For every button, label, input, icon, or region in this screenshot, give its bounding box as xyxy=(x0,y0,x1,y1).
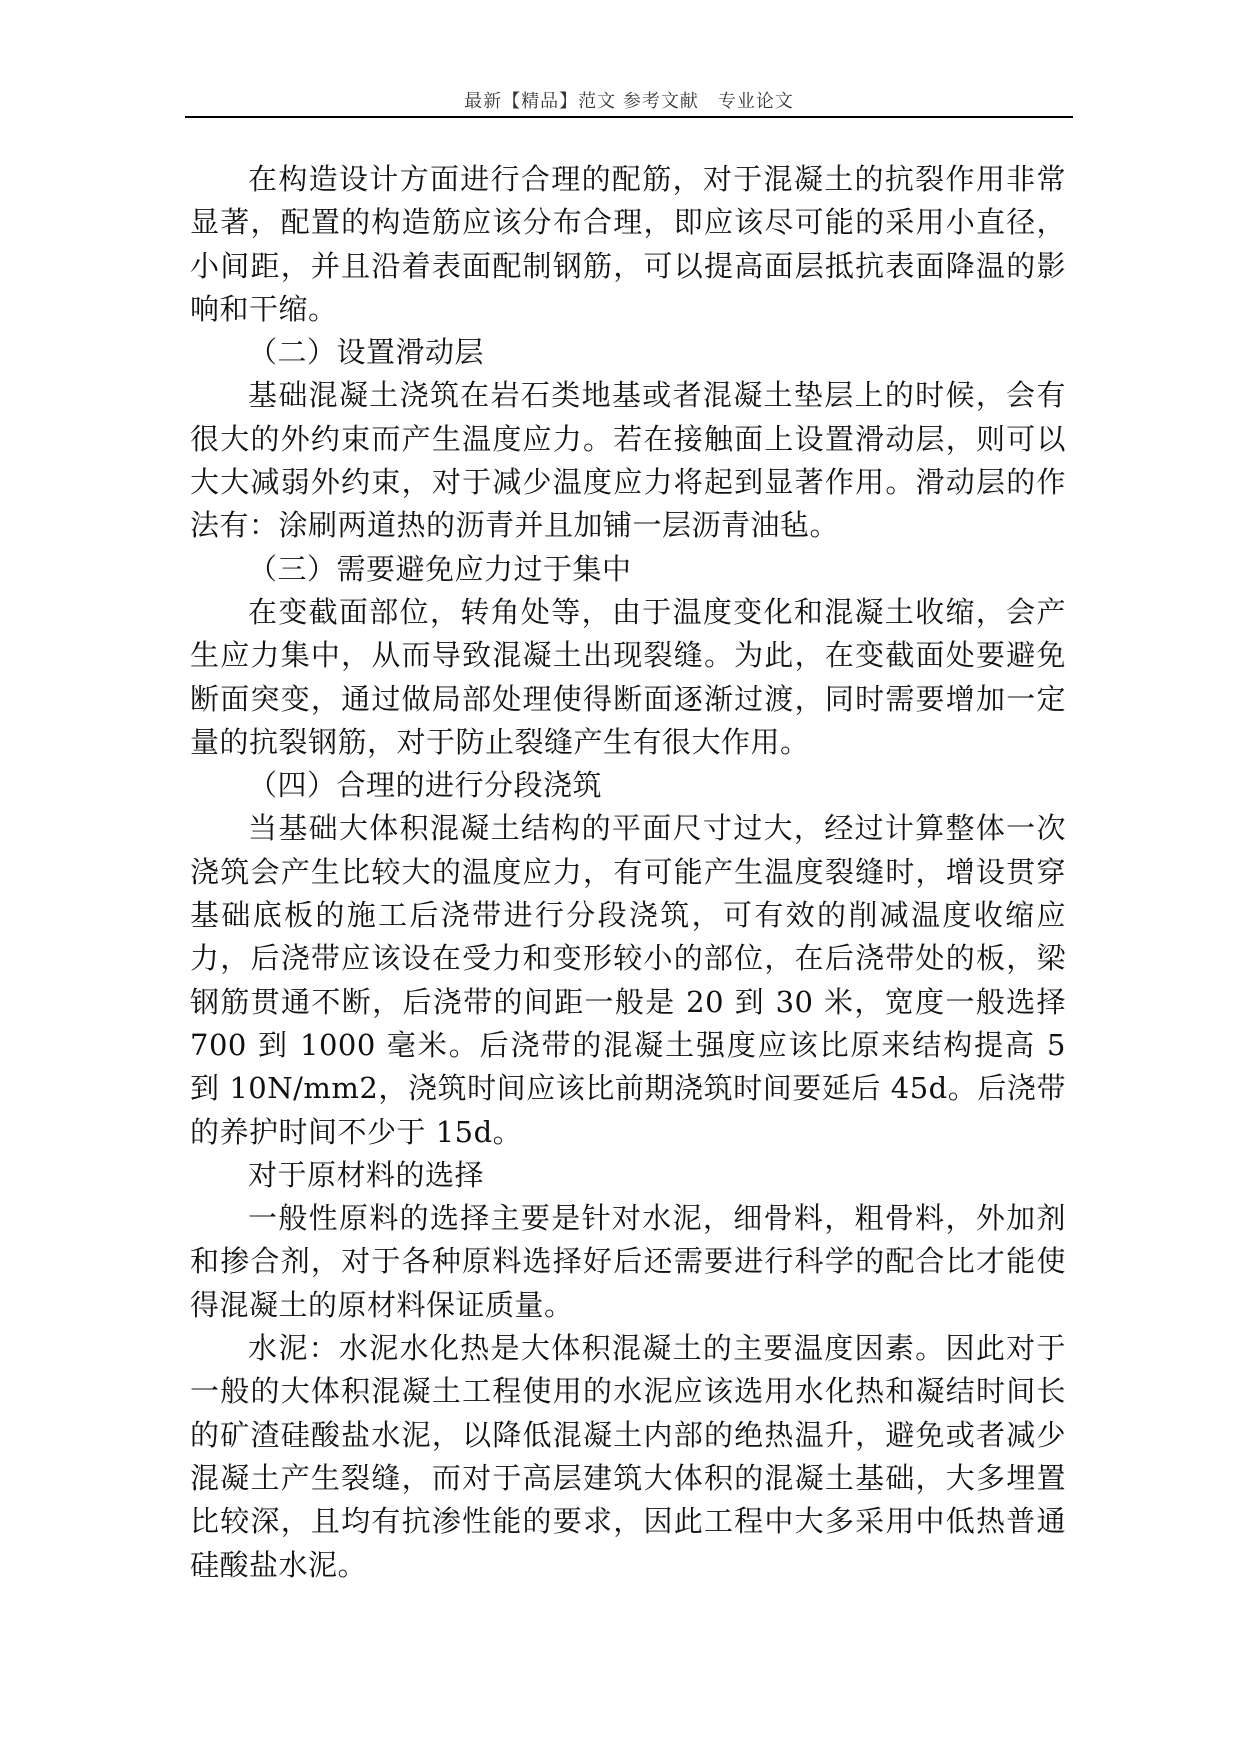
document-body xyxy=(190,158,1066,1587)
paragraph-stress-concentration: 在变截面部位，转角处等，由于温度变化和混凝土收缩，会产生应力集中，从而导致混凝土出现裂缝。为此，在变截面处要避免断面突变，通过做局部处理使得断面逐渐过渡，同时需要增加一定量的抗裂钢筋，对于防止裂缝产生有很大作用。 xyxy=(190,594,1066,759)
paragraph-sliding-layer: 基础混凝土浇筑在岩石类地基或者混凝土垫层上的时候，会有很大的外约束而产生温度应力。若在接触面上设置滑动层，则可以大大减弱外约束，对于减少温度应力将起到显著作用。滑动层的作法有：涂刷两道热的沥青并且加铺一层沥青油毡。 xyxy=(190,378,1066,543)
paragraph-segmented-pouring: 当基础大体积混凝土结构的平面尺寸过大，经过计算整体一次浇筑会产生比较大的温度应力，有可能产生温度裂缝时，增设贯穿基础底板的施工后浇带进行分段浇筑，可有效的削减温度收缩应力，后浇带应该设在受力和变形较小的部位，在后浇带处的板，梁钢筋贯通不断，后浇带的间距一般是 20 到 30 米，宽度一般选择 700 到 1000 毫米。后浇带的混凝土强度应该比原来结构提高 5 到 10N/mm2，浇筑时间应该比前期浇筑时间要延后 45d。后浇带的养护时间不少于 15d。 xyxy=(190,811,1066,1149)
section-heading-sliding-layer: （二）设置滑动层 xyxy=(248,335,485,370)
paragraph-cement: 水泥：水泥水化热是大体积混凝土的主要温度因素。因此对于一般的大体积混凝土工程使用的水泥应该选用水化热和凝结时间长的矿渣硅酸盐水泥，以降低混凝土内部的绝热温升，避免或者减少混凝土产生裂缝，而对于高层建筑大体积的混凝土基础，大多埋置比较深，且均有抗渗性能的要求，因此工程中大多采用中低热普通硅酸盐水泥。 xyxy=(190,1331,1066,1582)
section-heading-raw-materials: 对于原材料的选择 xyxy=(248,1157,485,1192)
section-heading-stress-concentration: （三）需要避免应力过于集中 xyxy=(248,551,632,586)
header-divider xyxy=(185,116,1073,118)
page-header: 最新【精品】范文 参考文献 专业论文 xyxy=(464,91,794,112)
paragraph-reinforcement: 在构造设计方面进行合理的配筋，对于混凝土的抗裂作用非常显著，配置的构造筋应该分布合理，即应该尽可能的采用小直径，小间距，并且沿着表面配制钢筋，可以提高面层抵抗表面降温的影响和干缩。 xyxy=(190,162,1066,326)
paragraph-raw-materials: 一般性原料的选择主要是针对水泥，细骨料，粗骨料，外加剂和掺合剂，对于各种原料选择好后还需要进行科学的配合比才能使得混凝土的原材料保证质量。 xyxy=(190,1201,1066,1322)
section-heading-segmented-pouring: （四）合理的进行分段浇筑 xyxy=(248,768,603,803)
